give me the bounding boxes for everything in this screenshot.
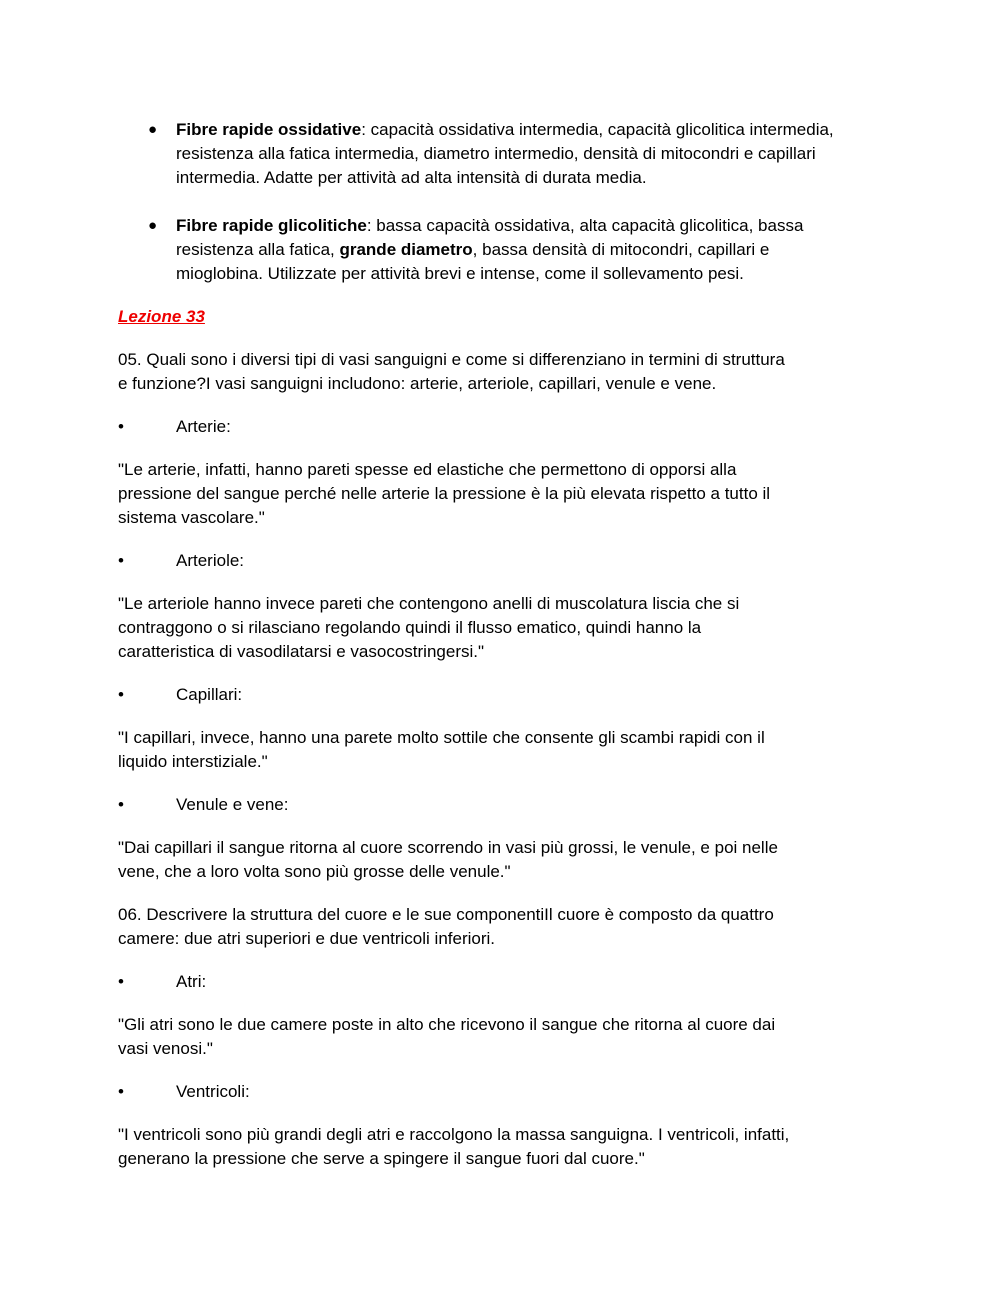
bullet-arteriole bbox=[118, 549, 878, 573]
text-line: intermedia. Adatte per attività ad alta intensità di durata media. bbox=[176, 168, 647, 187]
paragraph-capillari bbox=[118, 726, 878, 774]
text-line bbox=[176, 214, 878, 238]
bullet-atri bbox=[118, 970, 878, 994]
text-line: e funzione?I vasi sanguigni includono: arterie, arteriole, capillari, venule e vene. bbox=[118, 374, 717, 393]
text-line: 05. Quali sono i diversi tipi di vasi sanguigni e come si differenziano in termini di struttura bbox=[118, 350, 785, 369]
text-line: generano la pressione che serve a spingere il sangue fuori dal cuore." bbox=[118, 1149, 645, 1168]
paragraph-arteriole bbox=[118, 592, 878, 664]
text-line: "Le arterie, infatti, hanno pareti spesse ed elastiche che permettono di opporsi alla bbox=[118, 460, 737, 479]
text-line bbox=[176, 238, 878, 262]
text-line: pressione del sangue perché nelle arterie la pressione è la più elevata rispetto a tutto il bbox=[118, 484, 771, 503]
text-line: "Dai capillari il sangue ritorna al cuore scorrendo in vasi più grossi, le venule, e poi nelle bbox=[118, 838, 778, 857]
term-bold: Fibre rapide glicolitiche bbox=[176, 216, 367, 235]
question-06 bbox=[118, 903, 878, 951]
bullet-icon: ● bbox=[148, 121, 158, 138]
paragraph-arterie bbox=[118, 458, 878, 530]
bullet-label: Atri: bbox=[176, 972, 207, 991]
text-line: 06. Descrivere la struttura del cuore e le sue componentiIl cuore è composto da quattro bbox=[118, 905, 774, 924]
text-line: camere: due atri superiori e due ventricoli inferiori. bbox=[118, 929, 496, 948]
text-fragment: resistenza alla fatica, bbox=[176, 240, 340, 259]
bullet-icon: • bbox=[118, 972, 124, 991]
text-line: resistenza alla fatica intermedia, diametro intermedio, densità di mitocondri e capillari bbox=[176, 144, 816, 163]
bullet-label: Ventricoli: bbox=[176, 1082, 250, 1101]
bullet-icon: • bbox=[118, 685, 124, 704]
text-line: "I capillari, invece, hanno una parete molto sottile che consente gli scambi rapidi con il bbox=[118, 728, 765, 747]
paragraph-atri bbox=[118, 1013, 878, 1061]
bullet-label: Venule e vene: bbox=[176, 795, 289, 814]
text-fragment: : bassa capacità ossidativa, alta capacità glicolitica, bassa bbox=[366, 216, 804, 235]
text-line: liquido interstiziale." bbox=[118, 752, 268, 771]
fibre-type-list bbox=[118, 118, 878, 286]
bullet-icon: • bbox=[118, 551, 124, 570]
text-line: contraggono o si rilasciano regolando quindi il flusso ematico, quindi hanno la bbox=[118, 618, 702, 637]
text-line: vasi venosi." bbox=[118, 1039, 213, 1058]
bullet-label: Arterie: bbox=[176, 417, 231, 436]
text-line: "Gli atri sono le due camere poste in alto che ricevono il sangue che ritorna al cuore dai bbox=[118, 1015, 776, 1034]
paragraph-ventricoli bbox=[118, 1123, 878, 1171]
text-fragment: , bassa densità di mitocondri, capillari e bbox=[472, 240, 770, 259]
text-line: "I ventricoli sono più grandi degli atri e raccolgono la massa sanguigna. I ventricoli, infatti, bbox=[118, 1125, 790, 1144]
bullet-icon: ● bbox=[148, 217, 158, 234]
text-fragment: : capacità ossidativa intermedia, capacità glicolitica intermedia, bbox=[361, 120, 834, 139]
term-bold: grande diametro bbox=[339, 240, 473, 259]
bullet-icon: • bbox=[118, 417, 124, 436]
question-05 bbox=[118, 348, 878, 396]
term-bold: Fibre rapide ossidative bbox=[176, 120, 362, 139]
text-line: "Le arteriole hanno invece pareti che contengono anelli di muscolatura liscia che si bbox=[118, 594, 740, 613]
list-item-fibre-rapide-ossidative bbox=[118, 118, 878, 190]
lesson-heading: Lezione 33 bbox=[118, 307, 205, 326]
bullet-arterie bbox=[118, 415, 878, 439]
text-line: caratteristica di vasodilatarsi e vasocostringersi." bbox=[118, 642, 485, 661]
text-line: vene, che a loro volta sono più grosse delle venule." bbox=[118, 862, 511, 881]
document-page bbox=[118, 118, 878, 1171]
bullet-label: Capillari: bbox=[176, 685, 243, 704]
bullet-label: Arteriole: bbox=[176, 551, 245, 570]
bullet-icon: • bbox=[118, 795, 124, 814]
paragraph-venule-e-vene bbox=[118, 836, 878, 884]
text-line: sistema vascolare." bbox=[118, 508, 265, 527]
bullet-venule-e-vene bbox=[118, 793, 878, 817]
text-line bbox=[176, 118, 878, 142]
bullet-capillari bbox=[118, 683, 878, 707]
text-line: mioglobina. Utilizzate per attività brevi e intense, come il sollevamento pesi. bbox=[176, 264, 744, 283]
list-item-fibre-rapide-glicolitiche bbox=[118, 214, 878, 286]
bullet-icon: • bbox=[118, 1082, 124, 1101]
bullet-ventricoli bbox=[118, 1080, 878, 1104]
